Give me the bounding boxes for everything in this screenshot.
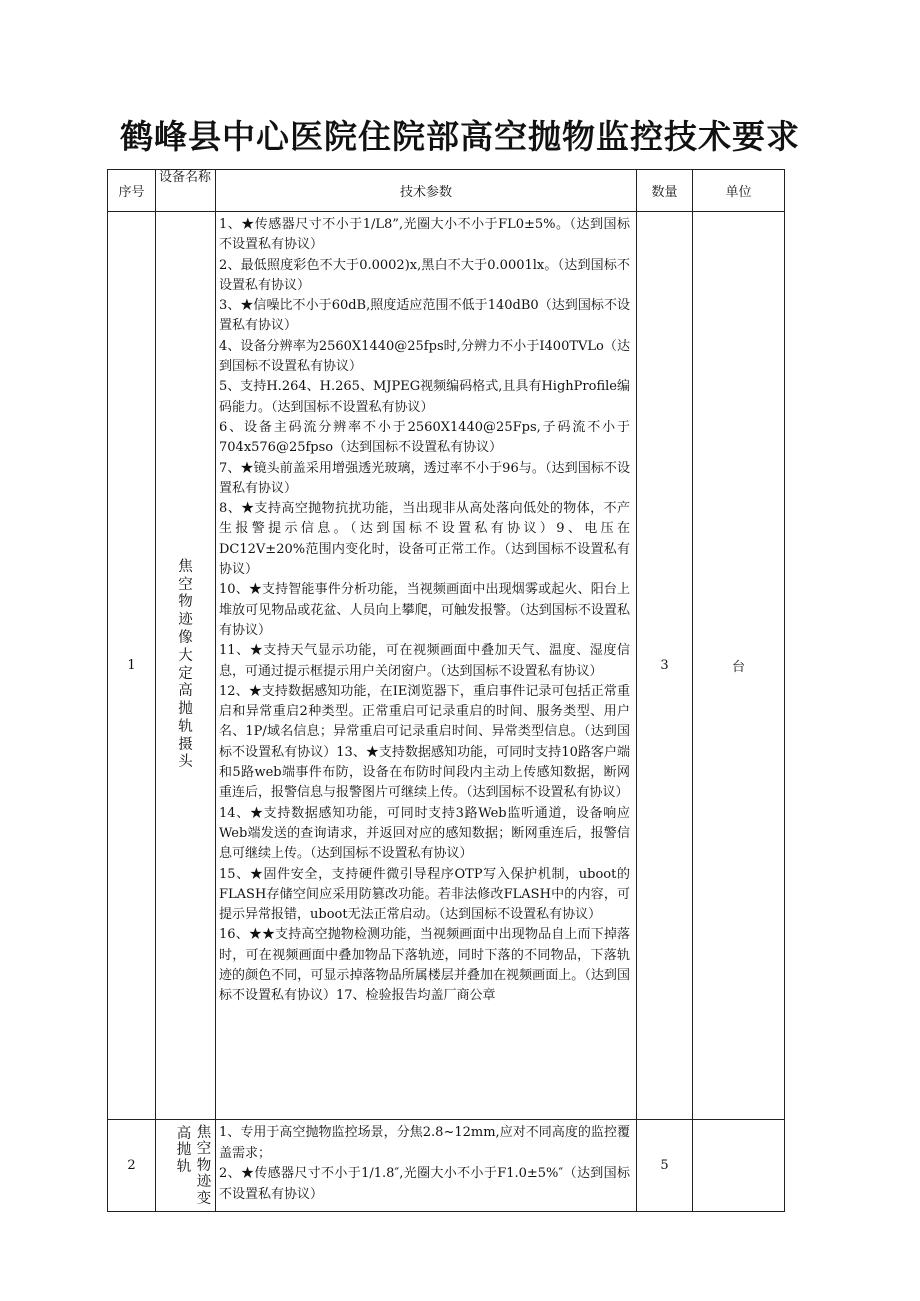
row-unit: 台	[693, 212, 785, 1120]
table-header-row	[108, 170, 785, 212]
param-item: 8、★支持高空抛物抗扰功能，当出现非从高处落向低处的物体，不产生报警提示信息。（达到国标不设置私有协议）9、电压在DC12V±20%范围内变化时，设备可正常工作。（达到国标不设置私有协议）	[219, 501, 630, 578]
param-item: 1、专用于高空抛物监控场景，分焦2.8~12mm,应对不同高度的监控覆盖需求；	[219, 1125, 630, 1161]
row-device-name-cell	[156, 1120, 216, 1212]
table-row	[108, 212, 785, 1120]
row-params	[216, 212, 637, 1120]
param-item: 6、设备主码流分辨率不小于2560X1440@25Fps,子码流不小于704x576@25fpso（达到国标不设置私有协议）	[219, 419, 630, 456]
param-item: 3、★信噪比不小于60dB,照度适应范围不低于140dB0（达到国标不设置私有协议）	[219, 298, 630, 334]
page-title: 鹤峰县中心医院住院部高空抛物监控技术要求	[120, 117, 800, 156]
param-item: 4、设备分辨率为2560X1440@25fps时,分辨力不小于I400TVLo（达到国标不设置私有协议）	[219, 338, 630, 375]
row-qty: 3	[637, 212, 693, 1120]
row-seq: 1	[108, 212, 156, 1120]
row-device-name-cell	[156, 212, 216, 1120]
row-device-name	[156, 1124, 215, 1208]
row-seq: 2	[108, 1120, 156, 1212]
header-unit: 单位	[693, 170, 785, 212]
param-item: 2、★传感器尺寸不小于1/1.8″,光圈大小不小于F1.0±5%″（达到国标不设置私有协议）	[219, 1166, 630, 1202]
device-name-col-b: 焦空物迹变	[196, 1124, 212, 1207]
param-item: 12、★支持数据感知功能，在IE浏览器下，重启事件记录可包括正常重启和异常重启2种类型。正常重启可记录重启的时间、服务类型、用户名、1P/域名信息；异常重启可记录重启时间、异常类型信息。（达到国标不设置私有协议）13、★支持数据感知功能，可同时支持10路客户端和5路web端事件布防，设备在布防时间段内主动上传感知数据，断网重连后，报警信息与报警图片可继续上传。（达到国标不设置私有协议）	[219, 683, 630, 801]
header-device-name: 设备名称	[156, 170, 216, 212]
param-item: 11、★支持天气显示功能，可在视频画面中叠加天气、温度、湿度信息，可通过提示框提示用户关闭窗户。（达到国标不设置私有协议）	[219, 643, 630, 679]
device-name-col-a: 高抛轨	[176, 1125, 192, 1175]
param-item: 15、★固件安全，支持硬件微引导程序OTP写入保护机制，uboot的FLASH存储空间应采用防篡改功能。若非法修改FLASH中的内容，可提示异常报错，uboot无法正常启动。（达到国标不设置私有协议）	[219, 866, 630, 923]
row-device-name: 焦空物迹像大定高抛轨摄头	[178, 558, 193, 771]
row-params	[216, 1120, 637, 1212]
row-qty: 5	[637, 1120, 693, 1212]
param-item: 14、★支持数据感知功能，可同时支持3路Web监听通道，设备响应Web端发送的查询请求，并返回对应的感知数据；断网重连后，报警信息可继续上传。（达到国标不设置私有协议）	[219, 805, 630, 862]
table-row	[108, 1120, 785, 1212]
param-item: 7、★镜头前盖采用增强透光玻璃，透过率不小于96与。（达到国标不设置私有协议）	[219, 460, 630, 496]
param-item: 1、★传感器尺寸不小于1/L8”,光圈大小不小于FL0±5%。（达到国标不设置私有协议）	[219, 217, 630, 253]
param-item: 16、★★支持高空抛物检测功能，当视频画面中出现物品自上而下掉落时，可在视频画面中叠加物品下落轨迹，同时下落的不同物品，下落轨迹的颜色不同，可显示掉落物品所属楼层并叠加在视频画面上。（达到国标不设置私有协议）17、检验报告均盖厂商公章	[219, 927, 630, 1004]
spec-table	[107, 169, 785, 1212]
header-seq: 序号	[108, 170, 156, 212]
param-item: 10、★支持智能事件分析功能，当视频画面中出现烟雾或起火、阳台上堆放可见物品或花盆、人员向上攀爬，可触发报警。（达到国标不设置私有协议）	[219, 582, 630, 638]
row-unit	[693, 1120, 785, 1212]
header-qty: 数量	[637, 170, 693, 212]
header-params: 技术参数	[216, 170, 637, 212]
param-item: 2、最低照度彩色不大于0.0002)x,黑白不大于0.0001lx。（达到国标不设置私有协议）	[219, 257, 630, 293]
param-item: 5、支持H.264、H.265、MJPEG视频编码格式,且具有HighProfile编码能力。（达到国标不设置私有协议）	[219, 379, 630, 415]
